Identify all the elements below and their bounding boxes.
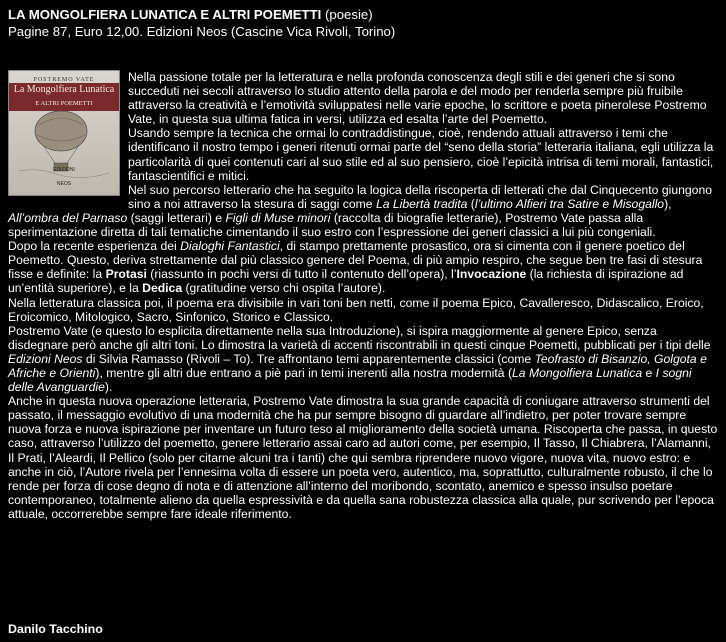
paragraph-1: Nella passione totale per la letteratura e nella profonda conoscenza degli stili e dei generi che si sono succeduti nei secoli attraverso lo studio attento della parola e del modo per renderla sempre più fruibile attraverso la creatività e l’emotività sviluppatesi nelle varie epoche, lo scrittore e poeta pinerolese Postremo Vate, in questa sua ultima fatica in versi, utilizza ed esalta l’arte del Poemetto.	[128, 70, 707, 127]
book-title-line	[8, 6, 720, 23]
work-title: Dialoghi Fantastici	[180, 239, 280, 254]
book-title: LA MONGOLFIERA LUNATICA E ALTRI POEMETTI	[8, 7, 322, 22]
cover-author: POSTREMO VATE	[33, 77, 95, 83]
cover-publisher: EDIZIONI NEOS	[53, 166, 75, 187]
book-genre: (poesie)	[324, 7, 373, 22]
work-title: Figli di Muse minori	[225, 210, 331, 225]
work-title: All’ombra del Parnaso	[8, 210, 128, 225]
review-header	[8, 6, 720, 40]
term-protasi: Protasi	[105, 267, 147, 282]
paragraph-3: Nel suo percorso letterario che ha seguito la logica della riscoperta di letterati che dal Cinquecento giungono sino a noi attraverso la stesura di saggi come La Libertà tradita (l’ultimo Alfieri tra Satire e Misogallo), All’ombra del Parnaso (saggi letterari) e Figli di Muse minori (raccolta di biografie letterarie), Postremo Vate passa alla sperimentazione diretta di tali tematiche cimentando il suo estro con l’espressione dei generi classici a lui più congeniali.	[8, 182, 713, 240]
work-title: Teofrasto di Bisanzio, Golgota e Afriche e Orienti	[8, 351, 707, 380]
paragraph-4: Dopo la recente esperienza dei Dialoghi Fantastici, di stampo prettamente prosastico, ora si cimenta con il genere poetico del Poemetto. Questo, deriva strettamente dal più classico genere del Poema, di più ampio respiro, che segue ben tre fasi di stesura fisse e definite: la Protasi (riassunto in pochi versi di tutto il contenuto dell’opera), l’Invocazione (la richiesta di ispirazione ad un’entità superiore), e la Dedica (gratitudine verso chi ospita l’autore).	[8, 239, 703, 296]
paragraph-7: Anche in questa nuova operazione letteraria, Postremo Vate dimostra la sua grande capacità di coniugare attraverso strumenti del passato, il messaggio evolutivo di una modernità che ha pur sempre bisogno di guardare all’indietro, per poter trovare sempre nuova forza e nuova ispirazione per inventare un futuro teso al miglioramento della società umana. Riscoperta che passa, in questo caso, attraverso l’utilizzo del poemetto, genere letterario assai caro ad autori come, per esempio, Il Tasso, Il Chiabrera, l’Alamanni, Il Prati, l’Aleardi, Il Pellico (solo per citarne alcuni tra i tanti) che qui sembra riprendere nuovo vigore, nuova vita, nuovo estro: e anche in ciò, l’Autore rivela per l’ennesima volta di essere un poeta vero, autentico, ma, soprattutto, culturalmente robusto, il che lo rende per forza di cose degno di nota e di attenzione all’interno del moribondo, scontato, anemico e spesso insulso poetare contemporaneo, totalmente alieno da quella espressività e da quella sana robustezza classica alla quale, pur scrivendo per l’epoca attuale, occorrerebbe sempre fare ideale riferimento.	[8, 394, 718, 521]
work-title: La Libertà tradita	[375, 196, 468, 211]
term-invocazione: Invocazione	[456, 267, 527, 282]
book-meta: Pagine 87, Euro 12,00. Edizioni Neos (Cascine Vica Rivoli, Torino)	[8, 24, 396, 39]
cover-subtitle: E ALTRI POEMETTI	[35, 100, 93, 107]
term-dedica: Dedica	[142, 281, 183, 296]
review-author-signature: Danilo Tacchino	[8, 622, 103, 636]
publisher-name: Edizioni Neos	[8, 351, 83, 366]
review-body	[8, 70, 720, 521]
work-title: I sogni delle Avanguardie	[8, 365, 692, 395]
paragraph-2: Usando sempre la tecnica che ormai lo contraddistingue, cioè, rendendo attuali attraverso i temi che identificano il nostro tempo i generi ritenuti ormai parte del “seno della storia” letteraria italiana, egli utilizza la particolarità di quei contenuti cari al suo stile ed al suo pensiero, cioè l’epicità intrisa di temi morali, fantastici, fantascientifici e mitici.	[128, 126, 714, 183]
book-cover-image	[8, 70, 120, 196]
paragraph-6: Postremo Vate (e questo lo esplicita direttamente nella sua Introduzione), si ispira maggiormente al genere Epico, senza disdegnare però anche gli altri toni. Lo dimostra la varietà di accenti riscontrabili in questi cinque Poemetti, pubblicati per i tipi delle Edizioni Neos di Silvia Ramasso (Rivoli – To). Tre affrontano temi apparentemente classici (come Teofrasto di Bisanzio, Golgota e Afriche e Orienti), mentre gli altri due entrano a piè pari in temi inerenti alla nostra modernità (La Mongolfiera Lunatica e I sogni delle Avanguardie).	[8, 323, 711, 395]
paragraph-5: Nella letteratura classica poi, il poema era divisibile in vari toni ben netti, come il poema Epico, Cavalleresco, Didascalico, Eroico, Eroicomico, Mitologico, Sacro, Sinfonico, Storico e Classico.	[8, 295, 704, 324]
work-title: La Mongolfiera Lunatica	[512, 365, 643, 380]
cover-title: La Mongolfiera Lunatica	[13, 84, 115, 95]
work-title: l’ultimo Alfieri tra Satire e Misogallo	[474, 196, 665, 211]
